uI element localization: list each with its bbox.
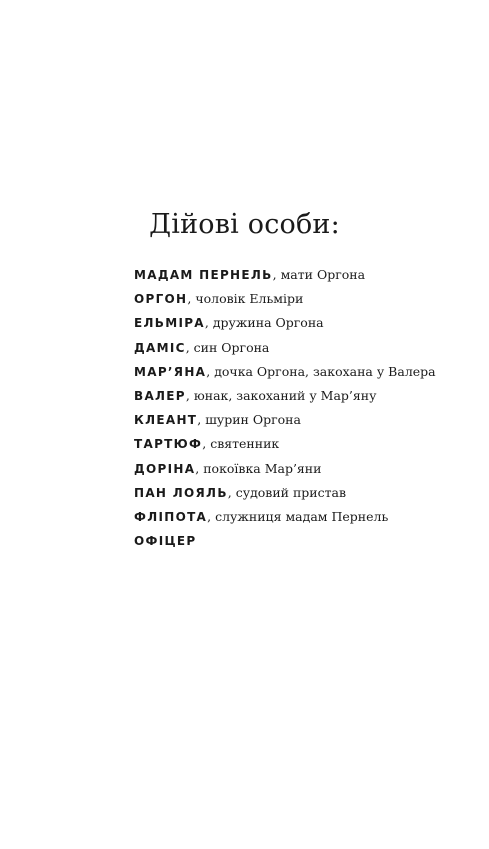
- character-description: , мати Оргона: [272, 267, 366, 282]
- character-name: ФЛІПОТА: [134, 509, 208, 524]
- character-name: ТАРТЮФ: [134, 437, 203, 452]
- character-entry: [134, 336, 474, 360]
- character-description: , судовий пристав: [227, 484, 347, 500]
- character-entry: [134, 529, 474, 553]
- character-name: ДОРІНА: [134, 461, 196, 476]
- character-entry: [134, 287, 474, 311]
- page-heading: Дійові особи:: [149, 209, 340, 241]
- character-name: ЕЛЬМІРА: [134, 316, 205, 331]
- character-entry: [134, 457, 474, 481]
- character-entry: [134, 408, 474, 432]
- character-description: , покоївка Мар’яни: [195, 460, 322, 476]
- character-name: ВАЛЕР: [134, 388, 186, 403]
- character-entry: [134, 481, 474, 505]
- character-name: ОФІЦЕР: [134, 534, 197, 549]
- character-name: КЛЕАНТ: [134, 413, 198, 428]
- character-entry: [134, 360, 474, 384]
- character-description: , шурин Оргона: [197, 412, 301, 428]
- character-description: , дочка Оргона, закохана у Валера: [206, 363, 436, 379]
- character-entry: [134, 384, 474, 408]
- character-name: МАДАМ ПЕРНЕЛЬ: [134, 268, 273, 282]
- character-description: , служниця мадам Пернель: [207, 508, 389, 524]
- character-list: [134, 263, 474, 553]
- character-entry: [134, 311, 474, 335]
- character-description: , син Оргона: [185, 339, 270, 355]
- character-description: , юнак, закоханий у Мар’яну: [185, 387, 377, 403]
- character-description: , святенник: [202, 436, 280, 452]
- character-description: , чоловік Ельміри: [187, 291, 304, 307]
- character-name: ОРГОН: [134, 292, 188, 307]
- character-description: , дружина Оргона: [204, 315, 324, 331]
- character-name: МАР’ЯНА: [134, 364, 207, 379]
- character-name: ДАМІС: [134, 340, 186, 355]
- character-entry: [134, 505, 474, 529]
- character-entry: [134, 263, 474, 287]
- character-name: ПАН ЛОЯЛЬ: [134, 485, 228, 500]
- character-entry: [134, 432, 474, 456]
